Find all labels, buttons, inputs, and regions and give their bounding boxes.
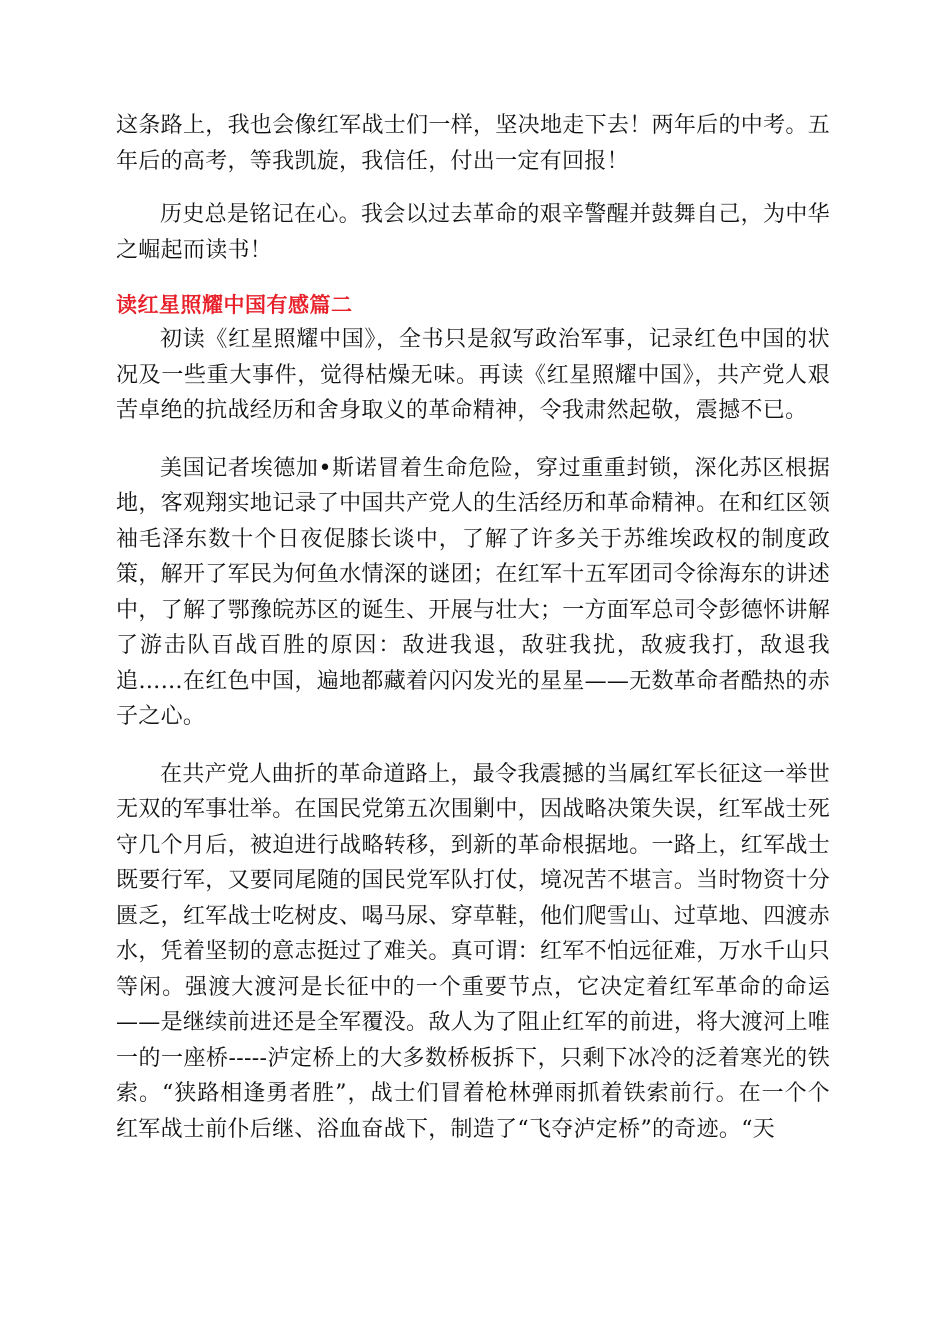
document-page bbox=[116, 108, 830, 1147]
paragraph-5: 在共产党人曲折的革命道路上，最令我震撼的当属红军长征这一举世无双的军事壮举。在国民党第五次围剿中，因战略决策失误，红军战士死守几个月后，被迫进行战略转移，到新的革命根据地。一路上，红军战士既要行军，又要同尾随的国民党军队打仗，境况苦不堪言。当时物资十分匮乏，红军战士吃树皮、喝马尿、穿草鞋，他们爬雪山、过草地、四渡赤水，凭着坚韧的意志挺过了难关。真可谓：红军不怕远征难，万水千山只等闲。强渡大渡河是长征中的一个重要节点，它决定着红军革命的命运——是继续前进还是全军覆没。敌人为了阻止红军的前进，将大渡河上唯一的一座桥-----泸定桥上的大多数桥板拆下，只剩下冰冷的泛着寒光的铁索。“狭路相逢勇者胜”，战士们冒着枪林弹雨抓着铁索前行。在一个个红军战士前仆后继、浴血奋战下，制造了“飞夺泸定桥”的奇迹。“天 bbox=[116, 761, 830, 1142]
paragraph-2: 历史总是铭记在心。我会以过去革命的艰辛警醒并鼓舞自己，为中华之崛起而读书！ bbox=[116, 202, 830, 263]
section-heading: 读红星照耀中国有感篇二 bbox=[116, 293, 353, 317]
paragraph-4: 美国记者埃德加•斯诺冒着生命危险，穿过重重封锁，深化苏区根据地，客观翔实地记录了中国共产党人的生活经历和革命精神。在和红区领袖毛泽东数十个日夜促膝长谈中，了解了许多关于苏维埃政权的制度政策，解开了军民为何鱼水情深的谜团；在红军十五军团司令徐海东的讲述中，了解了鄂豫皖苏区的诞生、开展与壮大；一方面军总司令彭德怀讲解了游击队百战百胜的原因：敌进我退，敌驻我扰，敌疲我打，敌退我追……在红色中国，遍地都藏着闪闪发光的星星——无数革命者酷热的赤子之心。 bbox=[116, 455, 830, 729]
paragraph-1: 这条路上，我也会像红军战士们一样，坚决地走下去！两年后的中考。五年后的高考，等我凯旋，我信任，付出一定有回报！ bbox=[116, 113, 830, 174]
paragraph-3: 初读《红星照耀中国》，全书只是叙写政治军事，记录红色中国的状况及一些重大事件，觉得枯燥无味。再读《红星照耀中国》，共产党人艰苦卓绝的抗战经历和舍身取义的革命精神，令我肃然起敬，震撼不已。 bbox=[116, 327, 830, 423]
